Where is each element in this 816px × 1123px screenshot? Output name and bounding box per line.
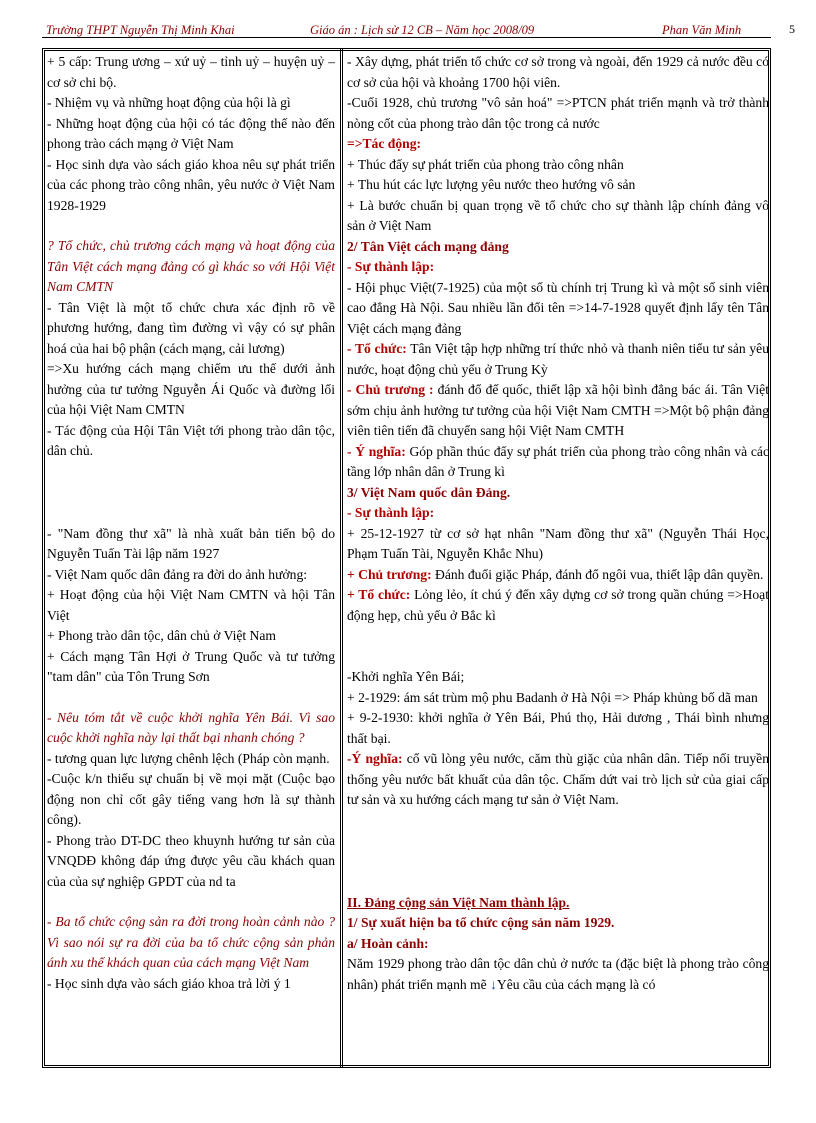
header-author: Phan Văn Minh (662, 23, 742, 37)
inline-text: Góp phần thúc đẩy sự phát triển của phong trào công nhân và các tầng lớp nhân dân ở Trung kì (347, 443, 769, 479)
question: - Ba tổ chức cộng sản ra đời trong hoàn cảnh nào ? Vì sao nói sự ra đời của ba tổ chức cộng sản phản ánh xu thế khách quan của cách mạng Việt Nam (47, 914, 335, 970)
right-text: - Xây dựng, phát triển tổ chức cơ sở trong và ngoài, đến 1929 cả nước đều có cơ sở của hội và khoảng 1700 hội viên. (347, 54, 769, 90)
inline-text: Lỏng lẻo, ít chú ý đến xây dựng cơ sở trong quần chúng =>Hoạt động hẹp, chủ yếu ở Bắc kì (347, 587, 769, 623)
spacer (347, 811, 769, 893)
page-number: 5 (789, 22, 795, 36)
right-label: - Sự thành lập: (347, 505, 435, 520)
inline-text: Yêu cầu của cách mạng là có (496, 976, 656, 992)
spacer (47, 462, 335, 524)
question: ? Tổ chức, chủ trương cách mạng và hoạt động của Tân Việt cách mạng đảng có gì khác so với Hội Việt Nam CMTN (47, 238, 335, 294)
inline-text: Tân Việt tập hợp những trí thức nhỏ và thanh niên tiểu tư sản yêu nước, hoạt động chủ yếu ở Trung Kỳ (347, 341, 769, 377)
right-text: -Cuối 1928, chủ trương "vô sản hoá" =>PTCN phát triển mạnh và trở thành nòng cốt của phong trào dân tộc trong cả nước (347, 95, 769, 131)
left-text: - Học sinh dựa vào sách giáo khoa nêu sự phát triển của các phong trào công nhân, yêu nước ở Việt Nam 1928-1929 (47, 156, 335, 213)
inline-label: -Ý nghĩa: (347, 751, 403, 766)
right-text (347, 954, 769, 995)
right-text (347, 565, 769, 586)
right-label: - Sự thành lập: (347, 259, 435, 274)
left-text: + 5 cấp: Trung ương – xứ uỷ – tỉnh uỷ – huyện uỷ – cơ sở chi bộ. (47, 54, 335, 90)
right-text: + Thúc đẩy sự phát triển của phong trào công nhân (347, 156, 624, 172)
inline-label: - Tổ chức: (347, 341, 407, 356)
left-column (47, 52, 335, 994)
inline-text: Năm 1929 phong trào dân tộc dân chủ ở nước ta (đặc biệt là phong trào công nhân) phát triển mạnh mẽ (347, 956, 769, 992)
inline-label: - Chủ trương : (347, 382, 434, 397)
left-text: -Cuộc k/n thiếu sự chuẩn bị về mọi mặt (Cuộc bạo động non chỉ cốt gây tiếng vang hơn là sự thành công). (47, 771, 335, 827)
page-header (42, 21, 770, 41)
left-text: =>Xu hướng cách mạng chiếm ưu thế dưới ảnh hưởng của tư tưởng Nguyễn Ái Quốc và đường lối của hội Việt Nam CMTN (47, 361, 335, 417)
left-text: - "Nam đồng thư xã" là nhà xuất bản tiến bộ do Nguyễn Tuấn Tài lập năm 1927 (47, 525, 335, 561)
right-text: - Hội phục Việt(7-1925) của một số tù chính trị Trung kì và một số sinh viên cao đẳng Hà Nội. Sau nhiều lần đổi tên =>14-7-1928 quyết định lấy tên Tân Việt cách mạng đảng (347, 279, 769, 336)
right-text (347, 585, 769, 626)
left-text: - Phong trào DT-DC theo khuynh hướng tư sản của VNQDĐ không đáp ứng được yêu cầu khách quan của của sự nghiệp GPDT của nd ta (47, 832, 335, 889)
right-column (347, 52, 769, 995)
left-text: - Việt Nam quốc dân đảng ra đời do ảnh hưởng: (47, 566, 308, 582)
section-heading: 1/ Sự xuất hiện ba tổ chức cộng sản năm 1929. (347, 915, 615, 930)
section-heading: a/ Hoàn cảnh: (347, 935, 429, 951)
right-text: -Khởi nghĩa Yên Bái; (347, 669, 465, 684)
right-text: + 9-2-1930: khởi nghĩa ở Yên Bái, Phú thọ, Hải dương , Thái bình nhưng thất bại. (347, 710, 769, 746)
column-divider (340, 48, 343, 1068)
spacer (47, 688, 335, 708)
right-text (347, 380, 769, 442)
inline-text: Đánh đuổi giặc Pháp, đánh đổ ngôi vua, thiết lập dân quyền. (431, 566, 764, 582)
left-text: - Nhiệm vụ và những hoạt động của hội là gì (47, 95, 291, 110)
question: - Nêu tóm tắt về cuộc khởi nghĩa Yên Bái. Vì sao cuộc khởi nghĩa này lại thất bại nhanh chóng ? (47, 709, 335, 745)
header-school: Trường THPT Nguyễn Thị Minh Khai (46, 23, 235, 37)
inline-text: cổ vũ lòng yêu nước, căm thù giặc của nhân dân. Tiếp nối truyền thống yêu nước bất khuất của dân tộc. Chấm dứt vai trò lịch sử của giai cấp tư sản và xu hướng cách mạng tư sản ở Việt Nam. (347, 751, 769, 807)
inline-label: + Tổ chức: (347, 587, 411, 602)
spacer (47, 216, 335, 236)
section-heading: 3/ Việt Nam quốc dân Đảng. (347, 484, 511, 500)
spacer (347, 626, 769, 667)
left-text: - tương quan lực lượng chênh lệch (Pháp còn mạnh. (47, 750, 330, 766)
inline-label: - Ý nghĩa: (347, 443, 406, 459)
left-text: + Phong trào dân tộc, dân chủ ở Việt Nam (47, 628, 276, 643)
left-text: + Cách mạng Tân Hợi ở Trung Quốc và tư tưởng "tam dân" của Tôn Trung Sơn (47, 648, 335, 684)
header-rule (42, 37, 771, 38)
inline-text: đánh đổ đế quốc, thiết lập xã hội bình đẳng bác ái. Tân Việt sớm chịu ảnh hưởng tư tưởng của hội Việt Nam CMTH =>Một bộ phận đảng viên tiên tiến đã chuyển sang hội Việt Nam CMTH (347, 382, 769, 438)
left-text: + Hoạt động của hội Việt Nam CMTN và hội Tân Việt (47, 587, 335, 623)
right-text: + 2-1929: ám sát trùm mộ phu Badanh ở Hà Nội => Pháp khủng bố dã man (347, 689, 758, 705)
header-lesson-plan: Giáo án : Lịch sử 12 CB – Năm học 2008/09 (310, 23, 535, 37)
right-text (347, 442, 769, 483)
right-text: + 25-12-1927 từ cơ sở hạt nhân "Nam đồng thư xã" (Nguyễn Thái Học, Phạm Tuấn Tài, Nguyễn Khắc Nhu) (347, 525, 769, 561)
right-text: + Thu hút các lực lượng yêu nước theo hướng vô sản (347, 177, 636, 192)
spacer (47, 892, 335, 912)
left-text: - Tân Việt là một tổ chức chưa xác định rõ về phương hướng, đang tìm đường vì vậy có sự phân hoá của hai bộ phận (cách mạng, cải lương) (47, 299, 335, 356)
chapter-heading: II. Đảng cộng sản Việt Nam thành lập. (347, 894, 570, 910)
left-text: - Tác động của Hội Tân Việt tới phong trào dân tộc, dân chủ. (47, 422, 335, 458)
inline-label: + Chủ trương: (347, 566, 432, 582)
section-heading: 2/ Tân Việt cách mạng đảng (347, 238, 509, 254)
right-text: + Là bước chuẩn bị quan trọng về tổ chức cho sự thành lập chính đảng vô sản ở Việt Nam (347, 197, 769, 233)
right-label: =>Tác động: (347, 136, 422, 151)
right-text (347, 749, 769, 811)
left-text: - Học sinh dựa vào sách giáo khoa trả lời ý 1 (47, 975, 291, 991)
right-text (347, 339, 769, 380)
left-text: - Những hoạt động của hội có tác động thế nào đến phong trào cách mạng ở Việt Nam (47, 115, 335, 151)
down-arrow-icon: ↓ (490, 976, 497, 992)
